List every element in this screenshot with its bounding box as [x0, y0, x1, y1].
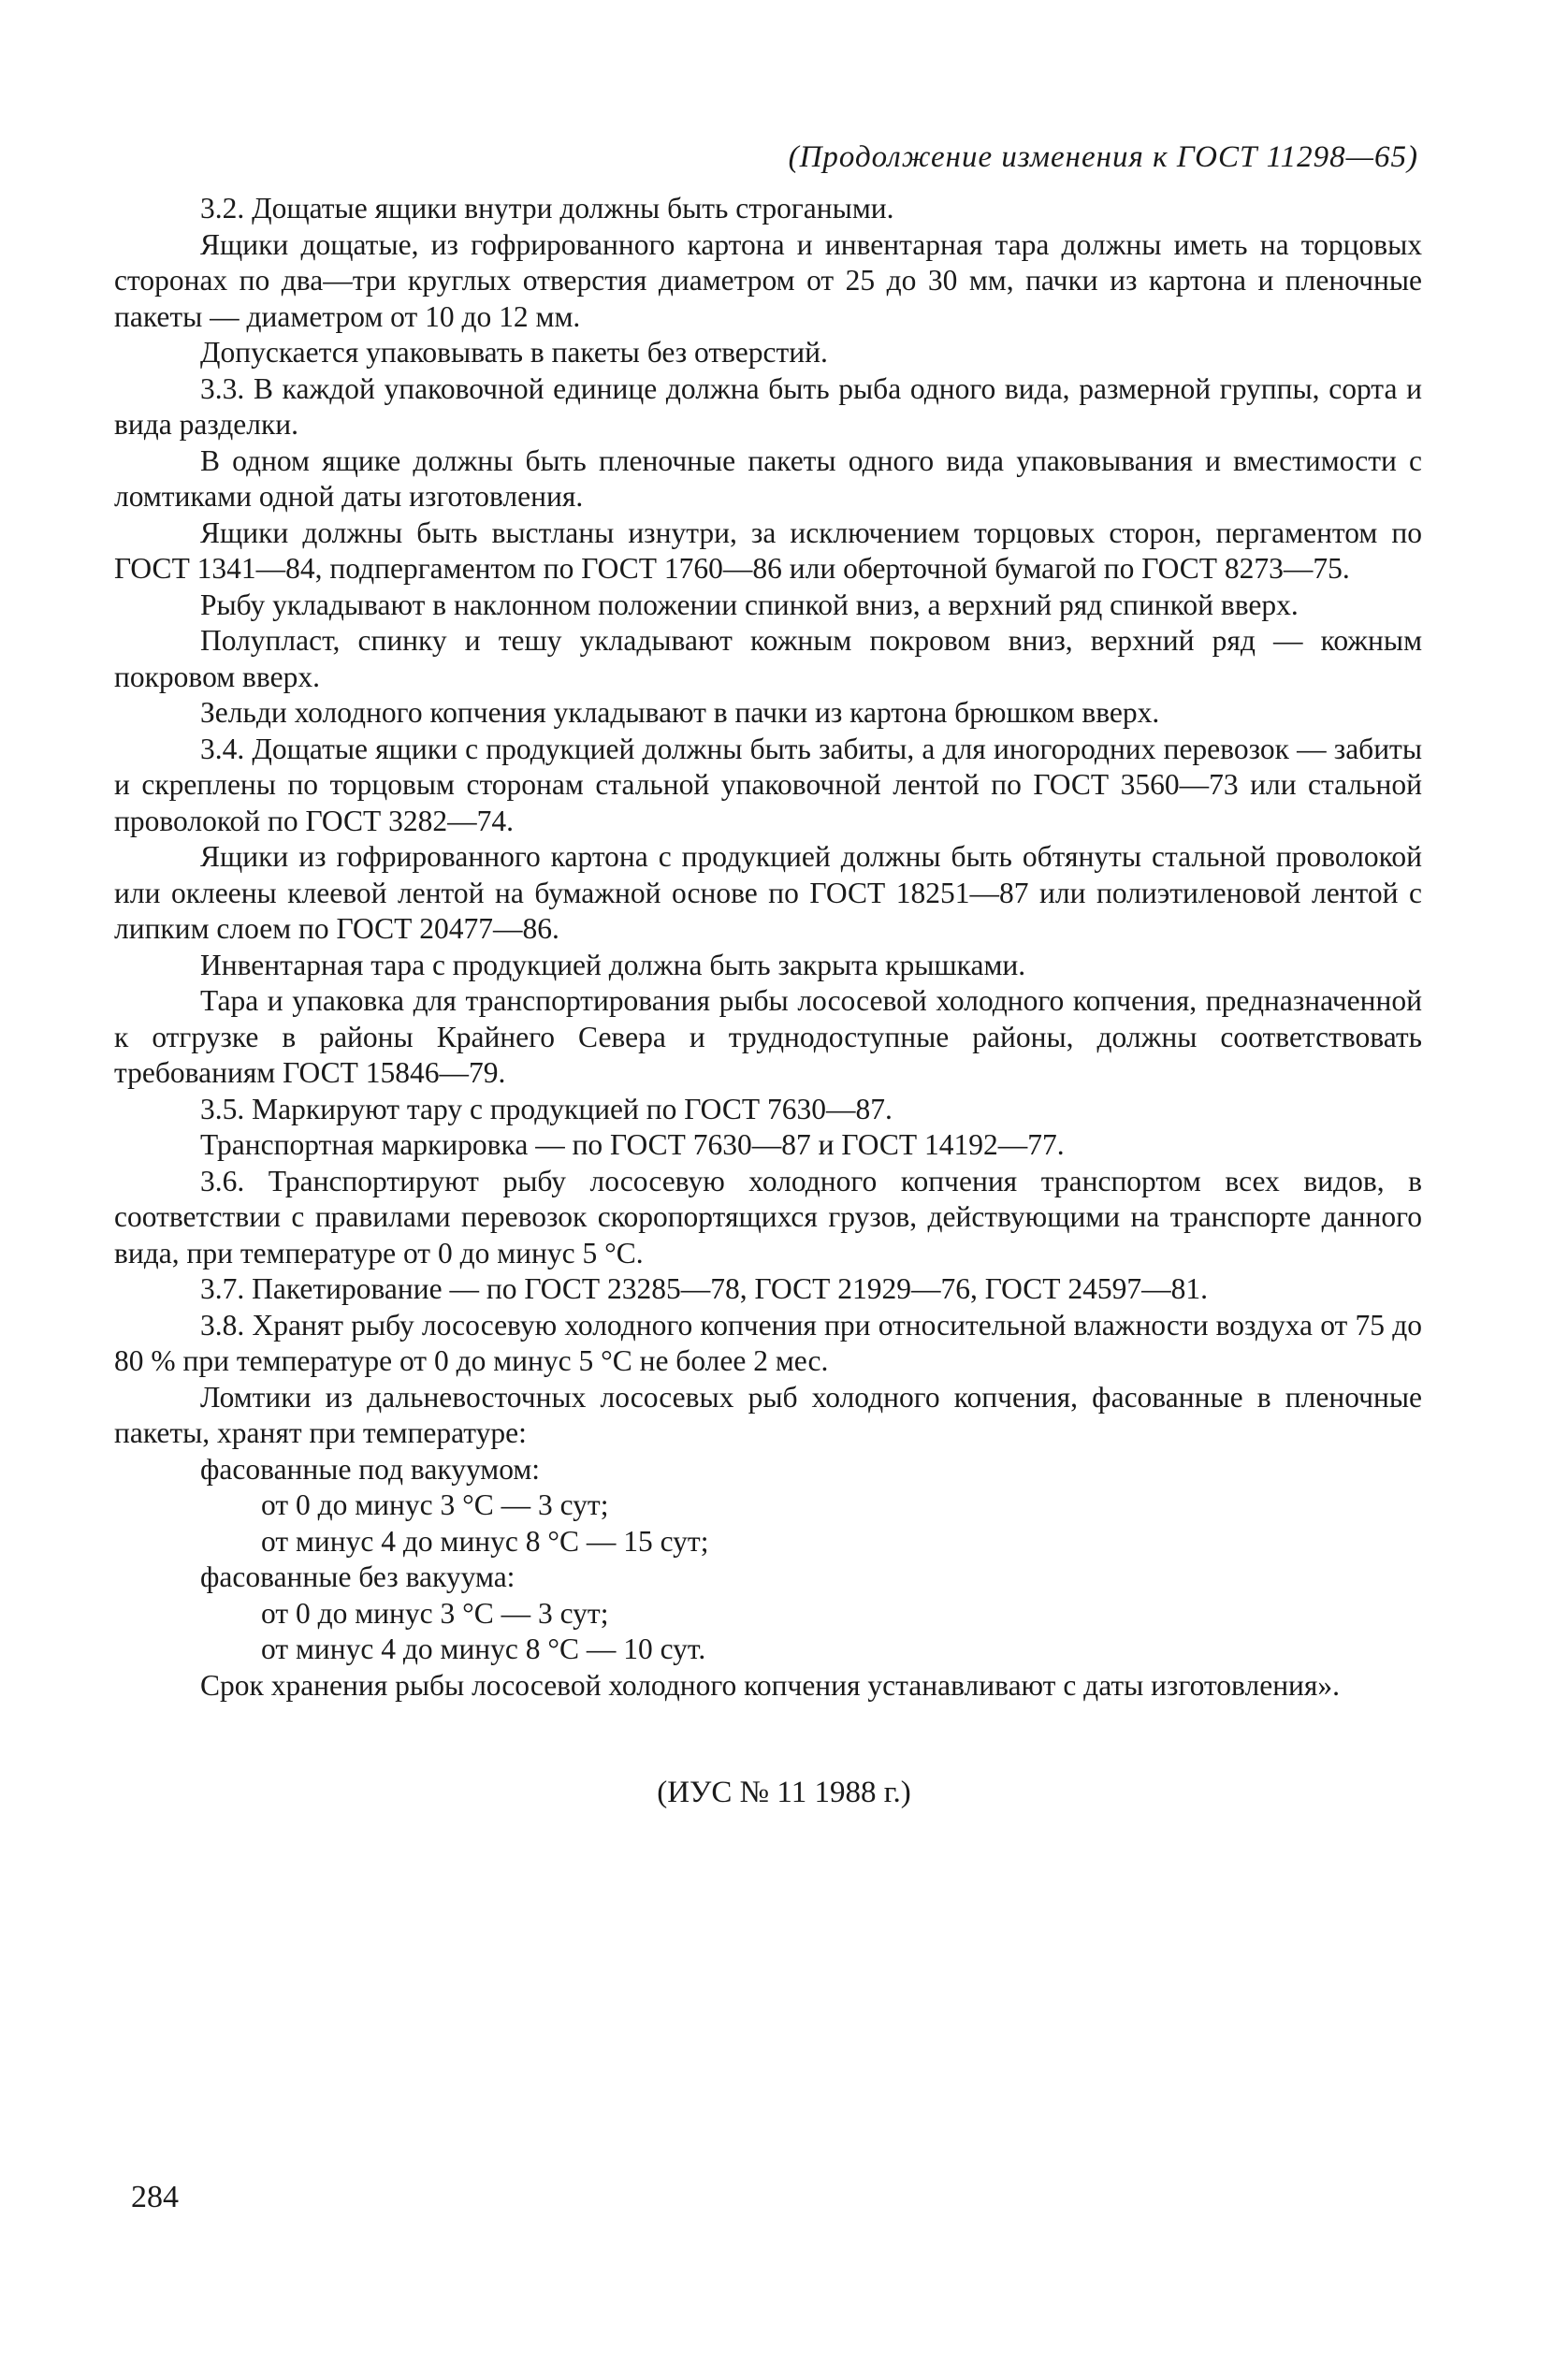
paragraph-zeldi: Зельди холодного копчения укладывают в пачки из картона брюшком вверх. [200, 696, 1160, 729]
paragraph-inventory-tare: Инвентарная тара с продукцией должна быть закрыта крышками. [200, 948, 1026, 981]
paragraph-slices: Ломтики из дальневосточных лососевых рыб холодного копчения, фасованные в пленочные пакеты, хранят при температуре: [114, 1380, 1422, 1449]
paragraph-3-8: 3.8. Хранят рыбу лососевую холодного копчения при относительной влажности воздуха от 75 до 80 % при температуре от 0 до минус 5 °С не более 2 мес. [114, 1308, 1422, 1377]
paragraph-cardboard-boxes: Ящики из гофрированного картона с продукцией должны быть обтянуты стальной проволокой или оклеены клеевой лентой на бумажной основе по ГОСТ 18251—87 или полиэтиленовой лентой с липким слоем по ГОСТ 20477—86. [114, 840, 1422, 945]
paragraph-3-6: 3.6. Транспортируют рыбу лососевую холодного копчения транспортом всех видов, в соответствии с правилами перевозок скоропортящихся грузов, действующими на транспорте данного вида, при температуре от 0 до минус 5 °С. [114, 1164, 1422, 1270]
paragraph-3-7: 3.7. Пакетирование — по ГОСТ 23285—78, ГОСТ 21929—76, ГОСТ 24597—81. [200, 1272, 1209, 1305]
storage-vacuum-label: фасованные под вакуумом: [200, 1452, 541, 1486]
paragraph-closing: Срок хранения рыбы лососевой холодного копчения устанавливают с даты изготовления». [200, 1668, 1341, 1702]
paragraph-transport-marking: Транспортная маркировка — по ГОСТ 7630—87 и ГОСТ 14192—77. [200, 1128, 1065, 1161]
storage-novacuum-label: фасованные без вакуума: [200, 1560, 515, 1593]
document-body [114, 191, 1422, 1704]
page-header: (Продолжение изменения к ГОСТ 11298—65) [788, 140, 1418, 174]
paragraph-3-5: 3.5. Маркируют тару с продукцией по ГОСТ 7630—87. [200, 1092, 893, 1125]
paragraph-film-bags: В одном ящике должны быть пленочные пакеты одного вида упаковывания и вместимости с ломтиками одной даты изготовления. [114, 443, 1422, 513]
paragraph-3-3: 3.3. В каждой упаковочной единице должна быть рыба одного вида, размерной группы, сорта и вида разделки. [114, 371, 1422, 441]
paragraph-fish-placement: Рыбу укладывают в наклонном положении спинкой вниз, а верхний ряд спинкой вверх. [200, 588, 1299, 621]
storage-vacuum-item: от 0 до минус 3 °С — 3 сут; [261, 1488, 609, 1521]
storage-novacuum-item: от 0 до минус 3 °С — 3 сут; [261, 1596, 609, 1630]
paragraph-no-holes: Допускается упаковывать в пакеты без отверстий. [200, 336, 828, 369]
ius-reference: (ИУС № 11 1988 г.) [657, 1776, 911, 1809]
paragraph-polupast: Полупласт, спинку и тешу укладывают кожным покровом вниз, верхний ряд — кожным покровом вверх. [114, 624, 1422, 693]
paragraph-lining: Ящики должны быть выстланы изнутри, за исключением торцовых сторон, пергаментом по ГОСТ 1341—84, подпергаментом по ГОСТ 1760—86 или оберточной бумагой по ГОСТ 8273—75. [114, 515, 1422, 585]
paragraph-3-2: 3.2. Дощатые ящики внутри должны быть строгаными. [200, 192, 894, 225]
storage-vacuum-item: от минус 4 до минус 8 °С — 15 сут; [261, 1524, 709, 1558]
storage-novacuum-item: от минус 4 до минус 8 °С — 10 сут. [261, 1632, 706, 1665]
paragraph-3-4: 3.4. Дощатые ящики с продукцией должны быть забиты, а для иногородних перевозок — забиты и скреплены по торцовым сторонам стальной упаковочной лентой по ГОСТ 3560—73 или стальной проволокой по ГОСТ 3282—74. [114, 732, 1422, 837]
page-number: 284 [131, 2180, 179, 2214]
paragraph-holes: Ящики дощатые, из гофрированного картона и инвентарная тара должны иметь на торцовых сторонах по два—три круглых отверстия диаметром от 25 до 30 мм, пачки из картона и пленочные пакеты — диаметром от 10 до 12 мм. [114, 227, 1422, 333]
paragraph-far-north: Тара и упаковка для транспортирования рыбы лососевой холодного копчения, предназначенной к отгрузке в районы Крайнего Севера и труднодоступные районы, должны соответствовать требованиям ГОСТ 15846—79. [114, 984, 1422, 1089]
